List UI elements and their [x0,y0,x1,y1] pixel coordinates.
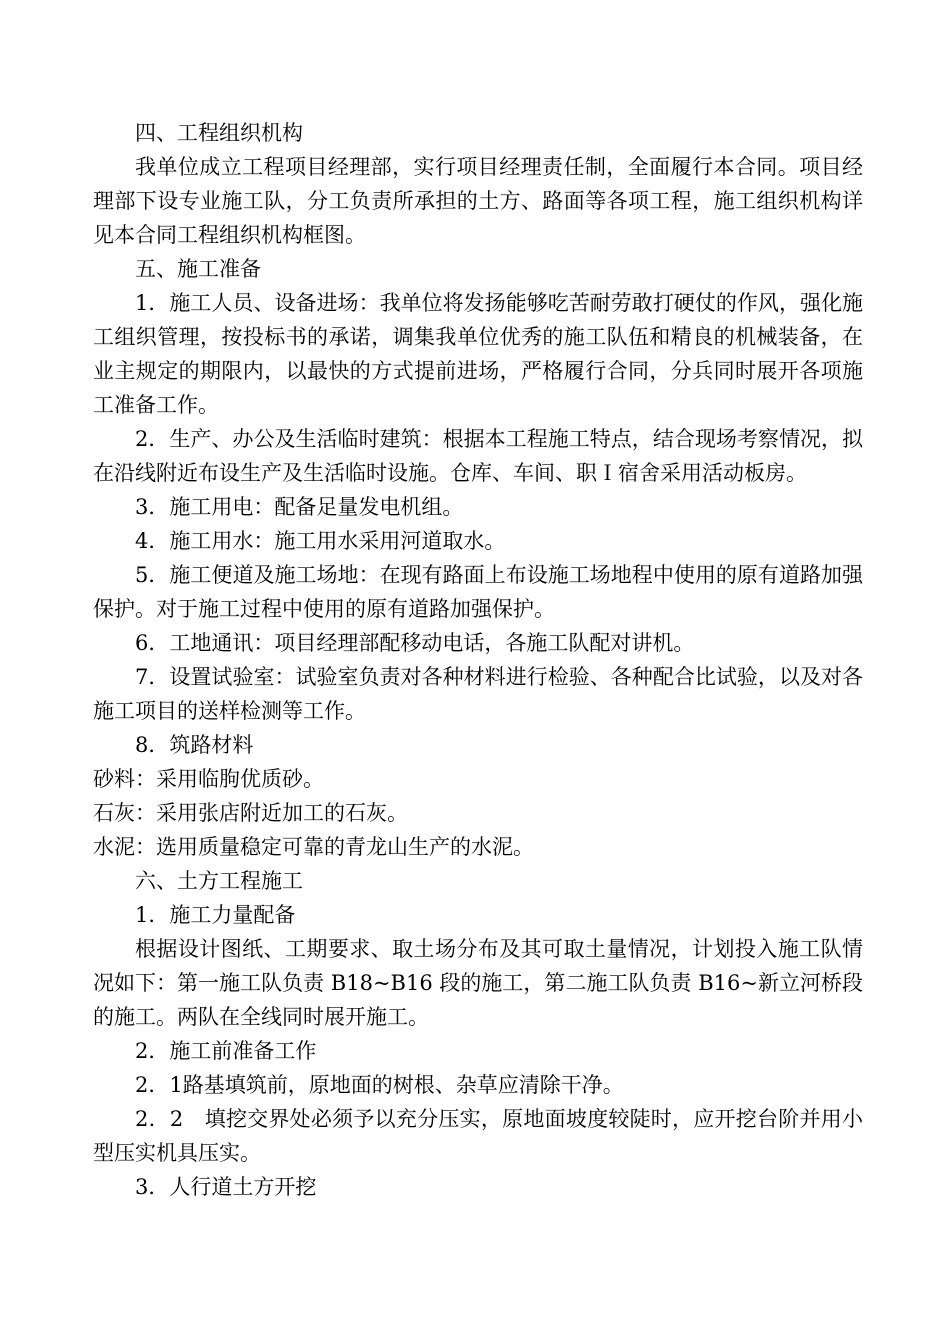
list-item: 7．设置试验室：试验室负责对各种材料进行检验、各种配合比试验，以及对各施工项目的送样检测等工作。 [93,665,863,723]
list-item: 2．施工前准备工作 [135,1039,317,1063]
material-line: 石灰：采用张店附近加工的石灰。 [93,801,408,825]
body-paragraph: 根据设计图纸、工期要求、取土场分布及其可取土量情况，计划投入施工队情况如下：第一施工队负责 B18~B16 段的施工，第二施工队负责 B16~新立河桥段的施工。两队在全线同时展开施工。 [93,937,863,1029]
list-item: 2．2 填挖交界处必须予以充分压实，原地面坡度较陡时，应开挖台阶并用小型压实机具压实。 [93,1107,863,1165]
list-item: 6．工地通讯：项目经理部配移动电话，各施工队配对讲机。 [135,631,695,655]
material-line: 水泥：选用质量稳定可靠的青龙山生产的水泥。 [93,835,534,859]
list-item: 2．生产、办公及生活临时建筑：根据本工程施工特点，结合现场考察情况，拟在沿线附近布设生产及生活临时设施。仓库、车间、职Ｉ宿舍采用活动板房。 [93,427,863,485]
list-item: 5．施工便道及施工场地：在现有路面上布设施工场地程中使用的原有道路加强保护。对于施工过程中使用的原有道路加强保护。 [93,563,863,621]
section-heading-earthwork: 六、土方工程施工 [135,869,303,893]
body-paragraph: 我单位成立工程项目经理部，实行项目经理责任制，全面履行本合同。项目经理部下设专业施工队，分工负责所承担的土方、路面等各项工程，施工组织机构详见本合同工程组织机构框图。 [93,155,863,247]
material-line: 砂料：采用临朐优质砂。 [93,767,324,791]
list-item: 8．筑路材料 [135,733,254,757]
list-item: 1．施工人员、设备进场：我单位将发扬能够吃苦耐劳敢打硬仗的作风，强化施工组织管理，按投标书的承诺，调集我单位优秀的施工队伍和精良的机械装备，在业主规定的期限内，以最快的方式提前进场，严格履行合同，分兵同时展开各项施工准备工作。 [93,291,863,417]
list-item: 2．1路基填筑前，原地面的树根、杂草应清除干净。 [135,1073,624,1097]
section-heading-preparation: 五、施工准备 [135,257,261,281]
list-item: 3．人行道土方开挖 [135,1175,317,1199]
list-item: 1．施工力量配备 [135,903,296,927]
list-item: 4．施工用水：施工用水采用河道取水。 [135,529,506,553]
section-heading-organization: 四、工程组织机构 [135,121,303,145]
list-item: 3．施工用电：配备足量发电机组。 [135,495,464,519]
document-body [93,116,863,1204]
